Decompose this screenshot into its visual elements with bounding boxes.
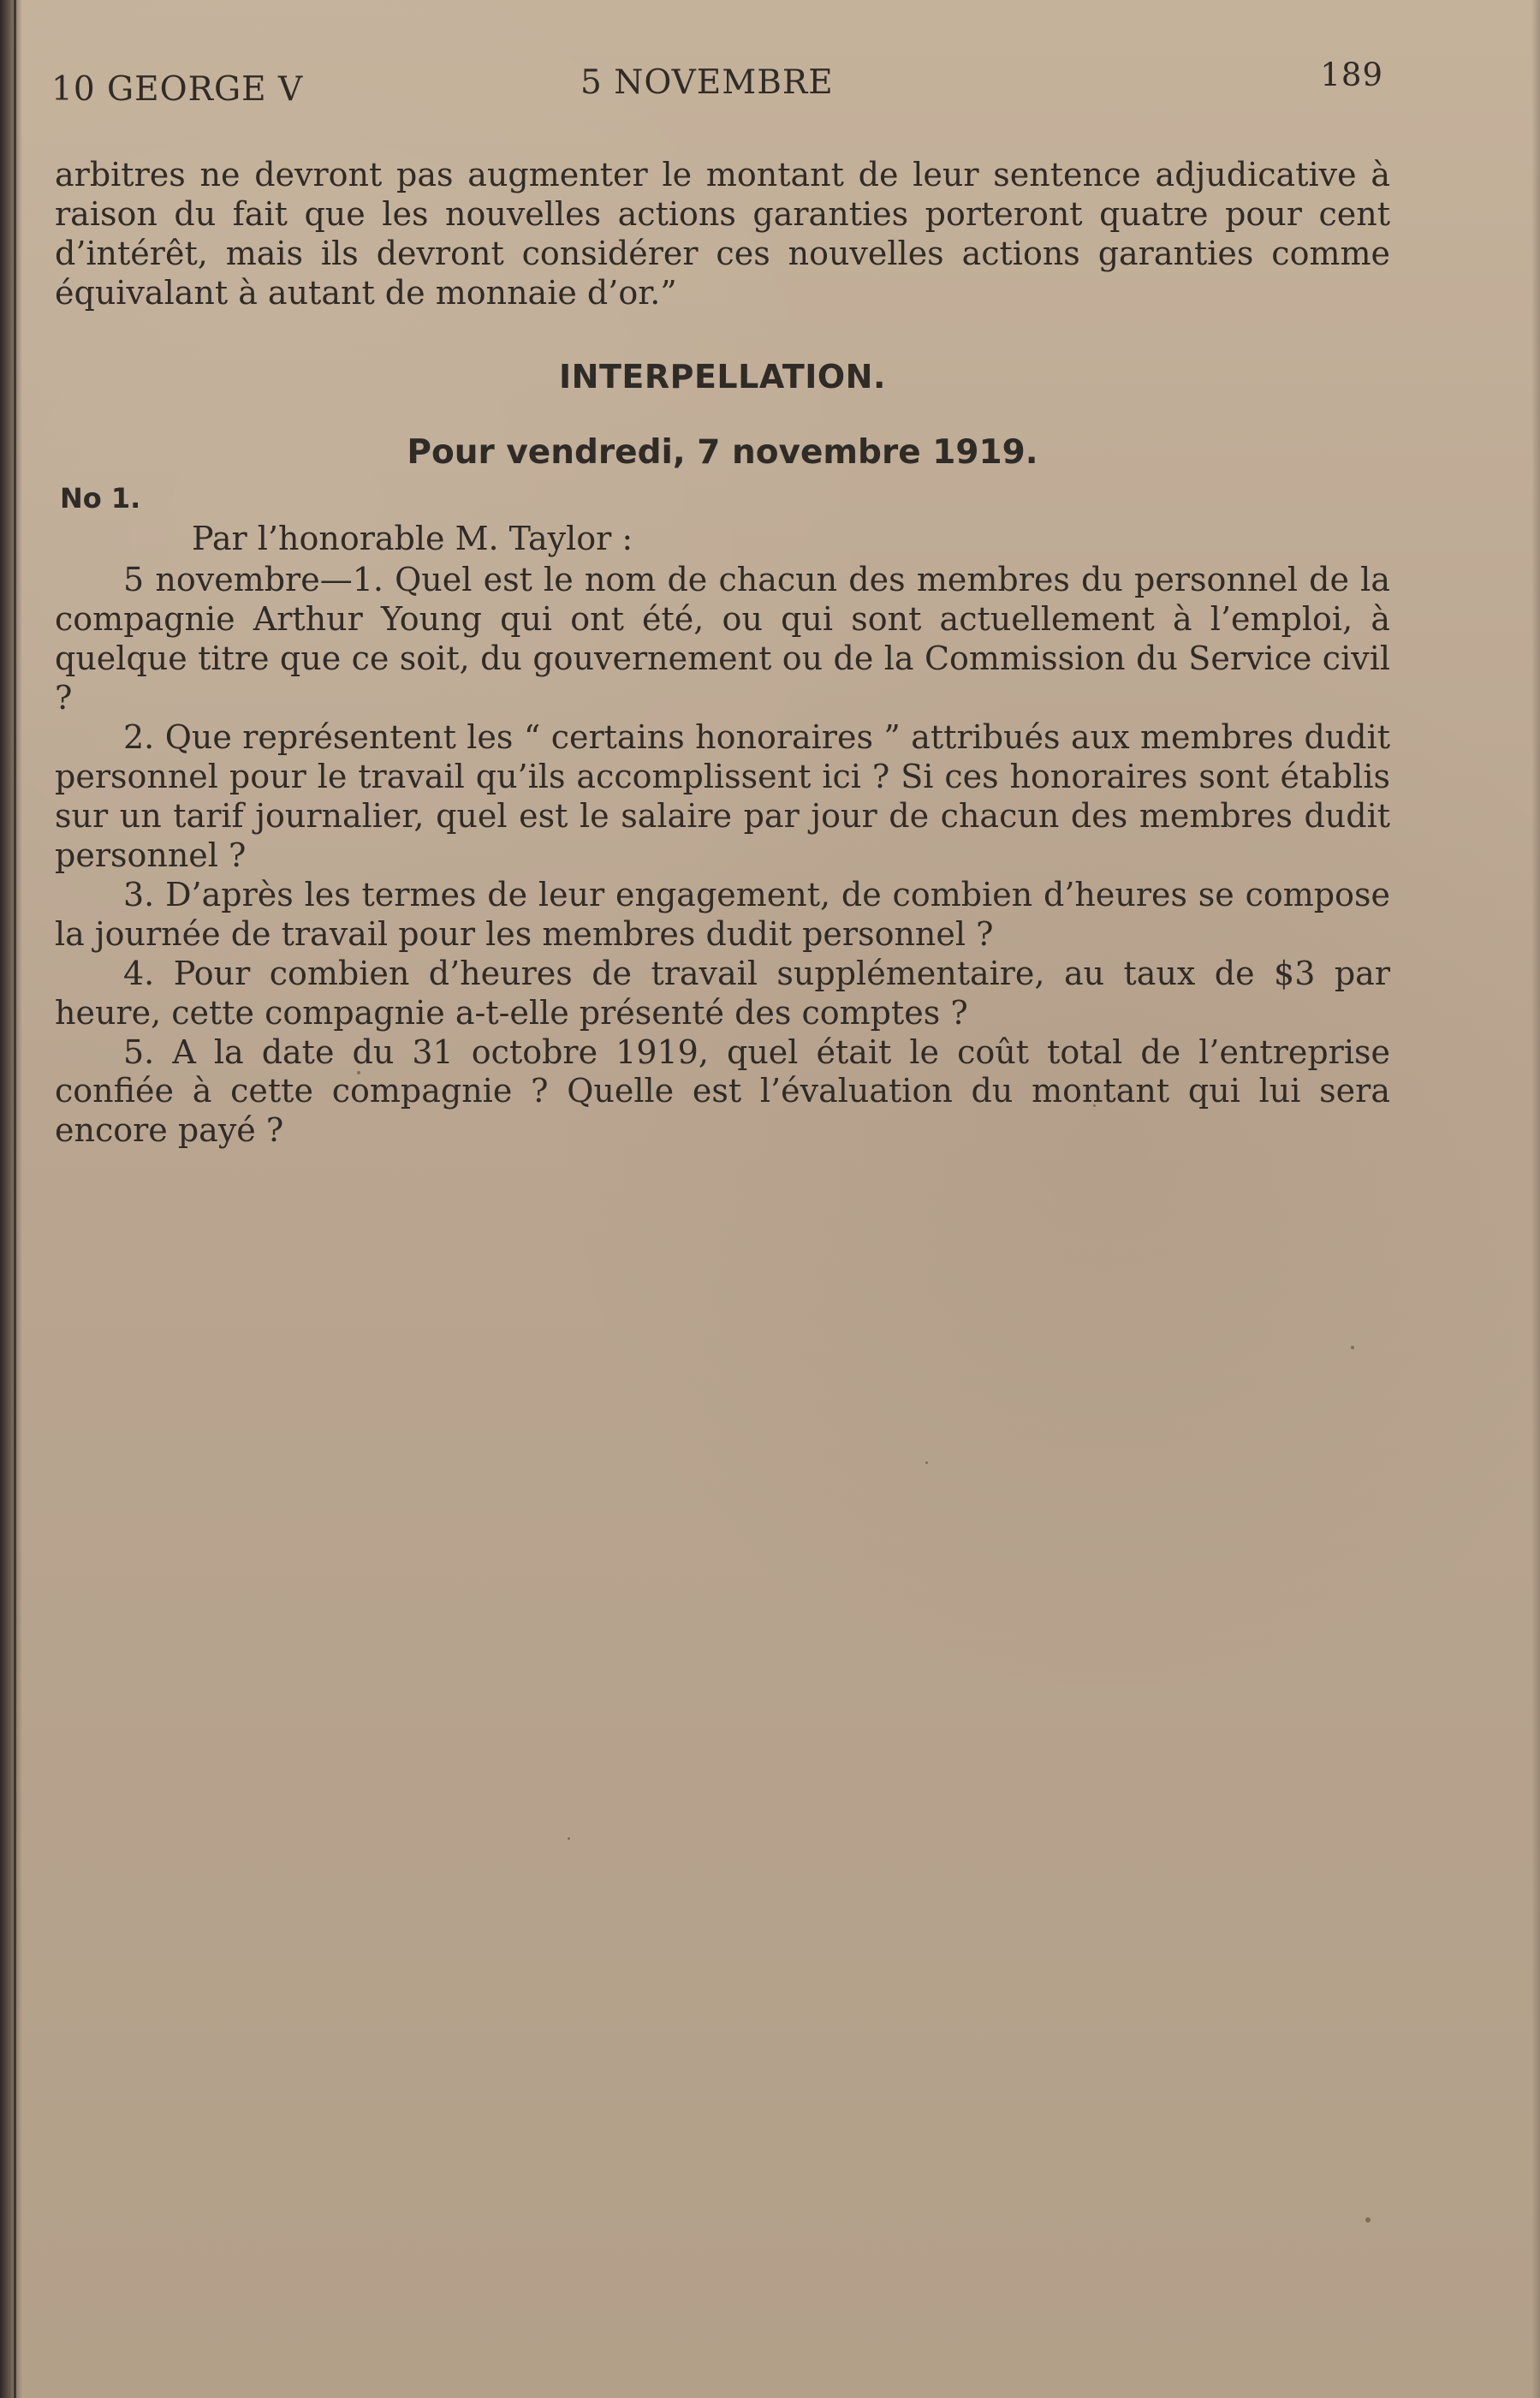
question-4: 4. Pour combien d’heures de travail supplémentaire, au taux de $3 par heure, cette compagnie a-t-elle présenté des comptes ?: [55, 954, 1390, 1032]
question-5: 5. A la date du 31 octobre 1919, quel était le coût total de l’entreprise confiée à cette compagnie ? Quelle est l’évaluation du montant qui lui sera encore payé ?: [55, 1032, 1390, 1150]
main-content: [55, 156, 1390, 1151]
item-label: No 1.: [60, 481, 141, 515]
page-header: [51, 57, 1387, 115]
page-edge-line: [14, 0, 16, 2398]
paper-speck: [1365, 2217, 1371, 2222]
paper-speck: [357, 1071, 360, 1074]
question-1: 5 novembre—1. Quel est le nom de chacun des membres du personnel de la compagnie Arthur Young qui ont été, ou qui sont actuellement à l’emploi, à quelque titre que ce soit, du gouvernement ou de la Commission du Service civil ?: [55, 560, 1390, 717]
paper-speck: [1351, 1346, 1354, 1349]
header-center: 5 NOVEMBRE: [580, 63, 834, 102]
page-number: 189: [1320, 57, 1383, 93]
question-2: 2. Que représentent les “ certains honoraires ” attribués aux membres dudit personnel pour le travail qu’ils accomplissent ici ? Si ces honoraires sont établis sur un tarif journalier, quel est le salaire par jour de chacun des membres dudit personnel ?: [55, 717, 1390, 874]
question-3: 3. D’après les termes de leur engagement, de combien d’heures se compose la journée de travail pour les membres dudit personnel ?: [55, 875, 1390, 953]
header-left: 10 GEORGE V: [51, 70, 304, 109]
section-subheading: Pour vendredi, 7 novembre 1919.: [407, 432, 1038, 472]
intro-paragraph: arbitres ne devront pas augmenter le montant de leur sentence adjudicative à raison du fait que les nouvelles actions garanties porteront quatre pour cent d’intérêt, mais ils devront considérer ces nouvelles actions garanties comme équivalant à autant de monnaie d’or.”: [55, 156, 1390, 312]
paper-speck: [1093, 1104, 1096, 1107]
page-right-edge: [1531, 0, 1540, 2398]
section-title: INTERPELLATION.: [559, 357, 886, 396]
author-line: Par l’honorable M. Taylor :: [192, 519, 633, 557]
paper-speck: [568, 1837, 570, 1840]
paper-speck: [925, 1461, 928, 1464]
binding-shadow: [0, 0, 22, 2398]
